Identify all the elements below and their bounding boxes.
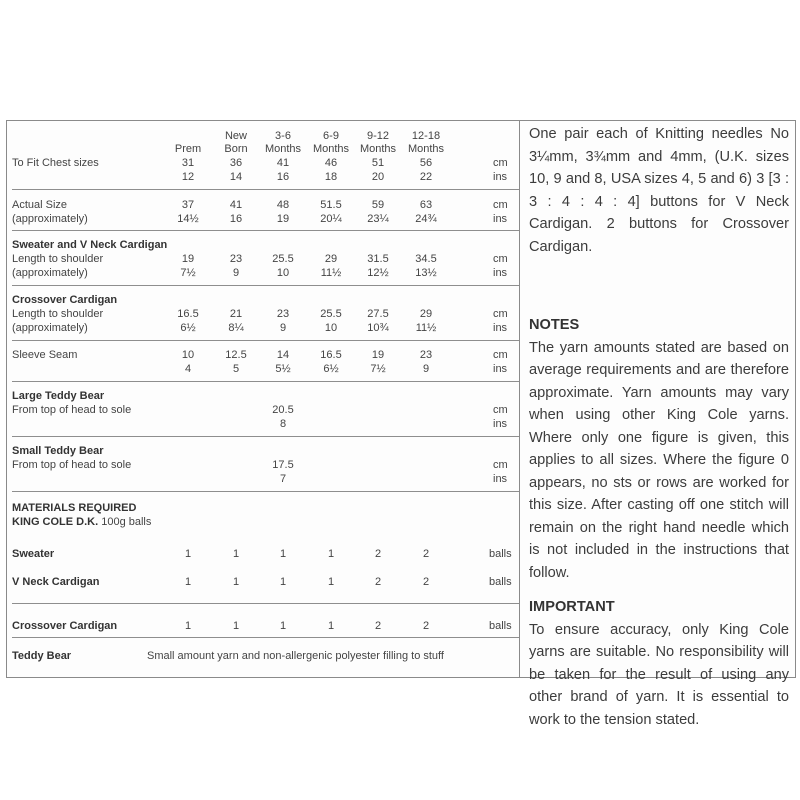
sleeve-ins-value: 5½ [275,363,291,375]
size-header: Months [312,143,350,155]
balls-value: 2 [374,620,382,632]
crossover-cm-value: 29 [419,308,433,320]
unit-label: balls [489,620,512,632]
sleeve-cm-value: 10 [181,349,195,361]
actual-ins-value: 20¼ [320,213,342,225]
sleeve-ins-value: 7½ [370,363,386,375]
row-divider [12,230,519,231]
yarn-line [12,516,151,529]
size-header: Months [264,143,302,155]
sweater-ins-value: 12½ [367,267,389,279]
balls-value: 2 [422,548,430,560]
balls-value: 2 [374,576,382,588]
sleeve-ins-value: 9 [422,363,430,375]
balls-value: 2 [374,548,382,560]
column-divider [519,120,520,678]
chest-ins-value: 12 [181,171,195,183]
chest-ins-value: 16 [276,171,290,183]
actual-ins-value: 23¼ [367,213,389,225]
balls-value: 1 [279,620,287,632]
important-text: To ensure accuracy, only King Cole yarns are suitable. No responsibility will be taken for the result of using any other brand of yarn. It is essential to work to the tension stated. [529,621,789,728]
row-divider [12,381,519,382]
needles-text: One pair each of Knitting needles No 3¼mm, 3¾mm and 4mm, (U.K. sizes 10, 9 and 8, USA sizes 4, 5 and 6) 3 [3 : 3 : 4 : 4 : 4] buttons for V Neck Cardigan. 2 buttons for Crossover Cardigan. [529,126,789,255]
size-header: Prem [174,143,202,155]
materials-row-label: Sweater [12,548,55,560]
size-header: 9-12 [366,130,390,142]
row-divider [12,603,519,604]
balls-value: 2 [422,576,430,588]
sweater-cm-value: 34.5 [415,253,437,265]
size-header: Months [359,143,397,155]
large-teddy-ins-value: 8 [279,418,287,430]
balls-value: 1 [279,548,287,560]
crossover-ins-value: 10 [324,322,338,334]
chest-cm-value: 51 [371,157,385,169]
actual-ins-value: 16 [229,213,243,225]
unit-label: ins [493,418,508,430]
balls-value: 1 [184,548,192,560]
sweater-ins-value: 13½ [415,267,437,279]
actual-ins-value: 24¾ [415,213,437,225]
sleeve-cm-value: 16.5 [320,349,342,361]
chest-ins-value: 18 [324,171,338,183]
actual-cm-value: 37 [181,199,195,211]
materials-row-label: Teddy Bear [12,650,72,662]
chest-ins-value: 20 [371,171,385,183]
actual-ins-value: 14½ [177,213,199,225]
crossover-cm-value: 25.5 [320,308,342,320]
materials-row-label: Crossover Cardigan [12,620,118,632]
chest-cm-value: 36 [229,157,243,169]
balls-value: 1 [327,576,335,588]
row-label: (approximately) [12,267,88,279]
notes-text: The yarn amounts stated are based on average requirements and are therefore approximate. Yarn amounts may vary when using other King Cole yarns. Where only one figure is given, this applies to all sizes. Where the figure 0 appears, no sts or rows are worked for this size. After casting off one stitch will remain on the right hand needle which is not included in the instructions that follow. [529,339,789,581]
sweater-ins-value: 10 [276,267,290,279]
chest-cm-value: 56 [419,157,433,169]
crossover-cm-value: 27.5 [367,308,389,320]
row-label: (approximately) [12,213,88,225]
row-divider [12,491,519,492]
unit-label: cm [493,157,508,169]
sweater-cm-value: 19 [181,253,195,265]
balls-value: 1 [232,620,240,632]
balls-value: 1 [232,576,240,588]
sleeve-ins-value: 5 [232,363,240,375]
notes-heading: NOTES [529,317,580,333]
row-label: Actual Size [12,199,68,211]
actual-cm-value: 41 [229,199,243,211]
section-heading: Large Teddy Bear [12,390,105,402]
large-teddy-cm-value: 20.5 [272,404,294,416]
size-header: Born [224,143,248,155]
balls-value: 1 [232,548,240,560]
row-divider [12,340,519,341]
crossover-cm-value: 16.5 [177,308,199,320]
chest-cm-value: 46 [324,157,338,169]
yarn-brand: KING COLE D.K. [12,516,99,528]
materials-row-label: V Neck Cardigan [12,576,100,588]
unit-label: cm [493,199,508,211]
unit-label: cm [493,349,508,361]
sleeve-cm-value: 14 [276,349,290,361]
size-header: Months [407,143,445,155]
sweater-ins-value: 9 [232,267,240,279]
unit-label: ins [493,171,508,183]
small-teddy-cm-value: 17.5 [272,459,294,471]
actual-cm-value: 51.5 [320,199,342,211]
sweater-cm-value: 29 [324,253,338,265]
balls-value: 1 [279,576,287,588]
size-header: 3-6 [275,130,291,142]
sweater-ins-value: 7½ [180,267,196,279]
balls-value: 2 [422,620,430,632]
size-header: New [224,130,247,142]
balls-value: 1 [327,548,335,560]
sleeve-cm-value: 23 [419,349,433,361]
row-label: Length to shoulder [12,253,104,265]
sleeve-cm-value: 19 [371,349,385,361]
section-heading: Sweater and V Neck Cardigan [12,239,168,251]
balls-value: 1 [184,620,192,632]
crossover-cm-value: 21 [229,308,243,320]
row-divider [12,637,519,638]
size-header: 6-9 [323,130,339,142]
row-label: Sleeve Seam [12,349,78,361]
unit-label: ins [493,363,508,375]
row-label: From top of head to sole [12,459,132,471]
crossover-ins-value: 6½ [180,322,196,334]
crossover-cm-value: 23 [276,308,290,320]
section-heading: Small Teddy Bear [12,445,104,457]
actual-cm-value: 59 [371,199,385,211]
chest-ins-value: 14 [229,171,243,183]
unit-label: cm [493,308,508,320]
unit-label: cm [493,459,508,471]
unit-label: cm [493,404,508,416]
size-table [6,120,519,678]
sweater-cm-value: 31.5 [367,253,389,265]
unit-label: cm [493,253,508,265]
actual-ins-value: 19 [276,213,290,225]
chest-cm-value: 41 [276,157,290,169]
actual-cm-value: 63 [419,199,433,211]
yarn-weight: 100g balls [98,516,152,528]
row-divider [12,436,519,437]
sleeve-ins-value: 6½ [323,363,339,375]
unit-label: balls [489,548,512,560]
sweater-cm-value: 23 [229,253,243,265]
sleeve-cm-value: 12.5 [225,349,247,361]
crossover-ins-value: 8¼ [228,322,244,334]
unit-label: ins [493,267,508,279]
row-label: From top of head to sole [12,404,132,416]
row-label: Length to shoulder [12,308,104,320]
unit-label: ins [493,213,508,225]
row-label: To Fit Chest sizes [12,157,99,169]
crossover-ins-value: 11½ [415,322,437,334]
section-heading: Crossover Cardigan [12,294,118,306]
unit-label: ins [493,322,508,334]
row-divider [12,285,519,286]
sweater-ins-value: 11½ [320,267,342,279]
unit-label: ins [493,473,508,485]
row-label: (approximately) [12,322,88,334]
crossover-ins-value: 10¾ [367,322,389,334]
actual-cm-value: 48 [276,199,290,211]
balls-value: 1 [327,620,335,632]
chest-ins-value: 22 [419,171,433,183]
teddy-materials-text: Small amount yarn and non-allergenic polyester filling to stuff [147,650,444,662]
balls-value: 1 [184,576,192,588]
important-heading: IMPORTANT [529,599,615,615]
materials-heading: MATERIALS REQUIRED [12,502,137,514]
right-column [529,123,789,731]
crossover-ins-value: 9 [279,322,287,334]
size-header: 12-18 [411,130,441,142]
sweater-cm-value: 25.5 [272,253,294,265]
row-divider [12,189,519,190]
small-teddy-ins-value: 7 [279,473,287,485]
sleeve-ins-value: 4 [184,363,192,375]
unit-label: balls [489,576,512,588]
chest-cm-value: 31 [181,157,195,169]
